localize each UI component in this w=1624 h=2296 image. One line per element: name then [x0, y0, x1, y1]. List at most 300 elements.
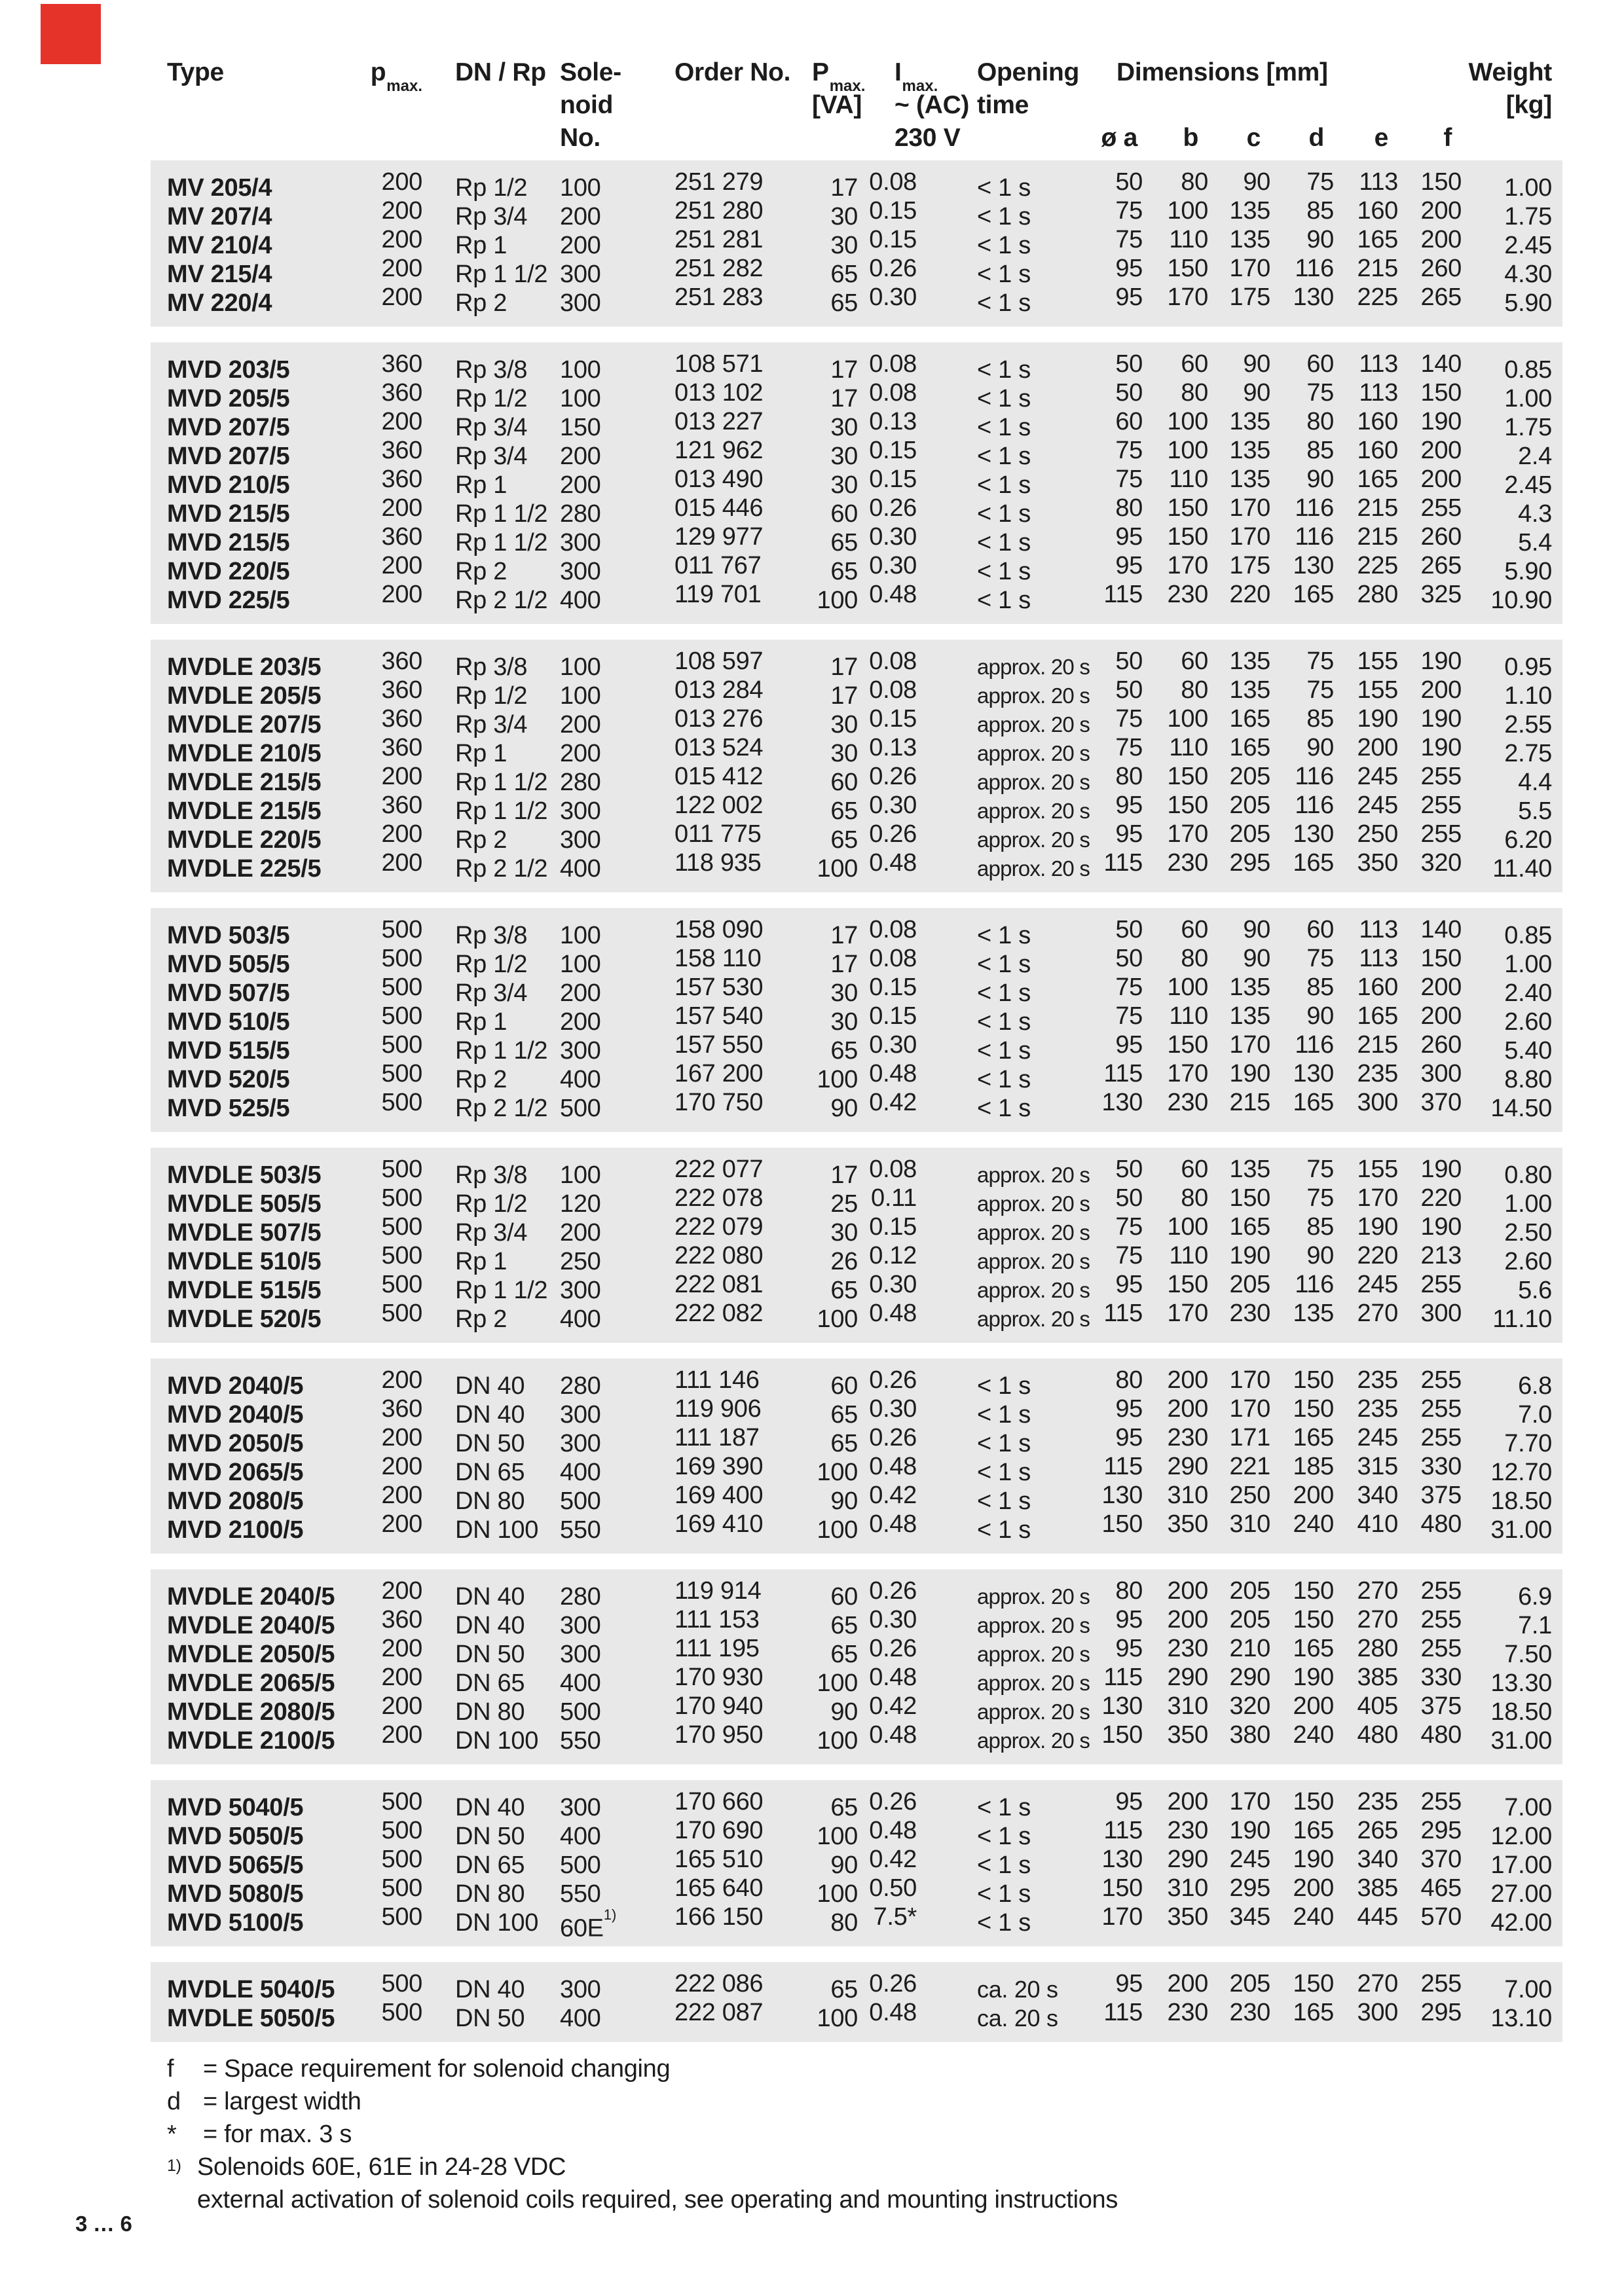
cell-solenoid: 550	[560, 1727, 601, 1755]
cell-dim-a: 130	[1101, 1692, 1143, 1720]
cell-p-va: 60	[830, 1372, 858, 1400]
cell-solenoid: 400	[560, 587, 601, 614]
cell-dim-a: 95	[1115, 283, 1143, 311]
cell-weight: 10.90	[1490, 587, 1552, 614]
cell-dim-a: 130	[1101, 1482, 1143, 1509]
cell-i-max: 0.42	[869, 1846, 917, 1873]
cell-order-no: 158 110	[674, 945, 762, 972]
cell-opening-time: < 1 s	[977, 951, 1031, 978]
cell-weight: 0.85	[1504, 922, 1552, 949]
cell-p-va: 100	[817, 1669, 858, 1697]
cell-dn-rp: Rp 1/2	[455, 385, 528, 412]
cell-pmax: 200	[381, 1453, 422, 1480]
cell-opening-time: approx. 20 s	[977, 1613, 1090, 1637]
cell-weight: 18.50	[1490, 1698, 1552, 1726]
cell-weight: 1.00	[1504, 385, 1552, 412]
cell-weight: 17.00	[1490, 1851, 1552, 1879]
cell-weight: 12.00	[1490, 1823, 1552, 1850]
cell-solenoid: 300	[560, 1277, 601, 1304]
cell-dim-d: 75	[1306, 647, 1334, 675]
cell-order-no: 013 524	[674, 734, 764, 761]
cell-dim-d: 116	[1295, 494, 1334, 522]
cell-dn-rp: Rp 3/4	[455, 979, 528, 1007]
cell-dim-c: 170	[1229, 255, 1270, 282]
cell-dn-rp: Rp 1/2	[455, 951, 528, 978]
cell-opening-time: < 1 s	[977, 232, 1031, 259]
cell-dn-rp: Rp 2	[455, 289, 507, 317]
cell-dim-a: 80	[1115, 1577, 1143, 1605]
cell-i-max: 0.13	[869, 408, 917, 435]
cell-i-max: 0.08	[869, 168, 917, 196]
cell-order-no: 170 930	[674, 1664, 764, 1691]
cell-dim-d: 80	[1306, 408, 1334, 435]
cell-opening-time: approx. 20 s	[977, 1192, 1090, 1216]
cell-dn-rp: Rp 1 1/2	[455, 1277, 548, 1304]
cell-dim-d: 85	[1306, 974, 1334, 1001]
table-row	[167, 1999, 1552, 2033]
cell-dim-c: 215	[1229, 1089, 1270, 1116]
cell-dim-d: 240	[1293, 1510, 1334, 1538]
cell-i-max: 0.48	[869, 1453, 917, 1480]
column-header-opening-time: time	[977, 91, 1029, 119]
cell-i-max: 0.08	[869, 945, 917, 972]
cell-dim-e: 165	[1357, 226, 1398, 253]
cell-opening-time: < 1 s	[977, 443, 1031, 470]
cell-dim-c: 135	[1229, 408, 1270, 435]
cell-dim-b: 110	[1169, 1002, 1208, 1030]
cell-dim-f: 370	[1420, 1846, 1462, 1873]
cell-dim-f: 330	[1420, 1664, 1462, 1691]
cell-weight: 13.10	[1490, 2005, 1552, 2032]
cell-i-max: 0.48	[869, 1817, 917, 1844]
cell-dim-a: 95	[1115, 1271, 1143, 1298]
cell-solenoid: 400	[560, 1669, 601, 1697]
cell-solenoid: 300	[560, 1976, 601, 2003]
cell-p-va: 30	[830, 740, 858, 767]
cell-dim-f: 140	[1420, 350, 1462, 378]
cell-i-max: 0.26	[869, 494, 917, 522]
cell-order-no: 111 187	[674, 1424, 760, 1451]
table-row	[167, 1510, 1552, 1544]
cell-dim-d: 150	[1293, 1395, 1334, 1423]
cell-order-no: 222 079	[674, 1213, 764, 1241]
cell-dim-b: 230	[1167, 1089, 1208, 1116]
column-header-dn-rp: DN / Rp	[455, 58, 546, 86]
cell-dim-a: 95	[1115, 1395, 1143, 1423]
cell-type: MVD 507/5	[167, 979, 290, 1007]
cell-dim-d: 116	[1295, 792, 1334, 819]
cell-order-no: 169 410	[674, 1510, 764, 1538]
cell-solenoid: 100	[560, 356, 601, 384]
cell-dim-b: 150	[1167, 255, 1208, 282]
cell-type: MVD 503/5	[167, 922, 290, 949]
cell-dim-f: 200	[1420, 226, 1462, 253]
cell-order-no: 013 284	[674, 676, 764, 704]
cell-dn-rp: Rp 1/2	[455, 1190, 528, 1218]
cell-dim-b: 60	[1181, 916, 1208, 943]
cell-opening-time: approx. 20 s	[977, 1642, 1090, 1666]
cell-dn-rp: Rp 2 1/2	[455, 1095, 548, 1122]
cell-dn-rp: Rp 1/2	[455, 174, 528, 202]
cell-pmax: 360	[381, 647, 422, 675]
table-group	[151, 1780, 1562, 1946]
cell-dim-c: 205	[1229, 820, 1270, 848]
cell-dim-a: 115	[1103, 581, 1143, 608]
cell-i-max: 0.42	[869, 1692, 917, 1720]
cell-dn-rp: Rp 1 1/2	[455, 261, 548, 288]
cell-dim-b: 200	[1167, 1788, 1208, 1815]
cell-weight: 6.8	[1518, 1372, 1552, 1400]
cell-dn-rp: DN 80	[455, 1698, 525, 1726]
cell-pmax: 200	[381, 1692, 422, 1720]
cell-opening-time: approx. 20 s	[977, 1307, 1090, 1331]
cell-solenoid: 500	[560, 1698, 601, 1726]
cell-weight: 7.00	[1504, 1976, 1552, 2003]
cell-i-max: 0.30	[869, 1271, 917, 1298]
cell-dim-f: 213	[1420, 1242, 1462, 1269]
cell-dim-e: 155	[1357, 676, 1398, 704]
cell-type: MVDLE 2050/5	[167, 1641, 335, 1668]
cell-pmax: 200	[381, 226, 422, 253]
cell-type: MVDLE 2040/5	[167, 1612, 335, 1639]
cell-pmax: 360	[381, 1395, 422, 1423]
cell-dim-b: 80	[1181, 168, 1208, 196]
cell-dim-c: 221	[1229, 1453, 1270, 1480]
cell-opening-time: < 1 s	[977, 529, 1031, 556]
cell-p-va: 100	[817, 1823, 858, 1850]
cell-dn-rp: Rp 1	[455, 232, 507, 259]
cell-opening-time: approx. 20 s	[977, 1700, 1090, 1724]
cell-solenoid: 100	[560, 174, 601, 202]
cell-opening-time: < 1 s	[977, 500, 1031, 528]
cell-i-max: 0.15	[869, 465, 917, 493]
cell-dim-d: 116	[1295, 255, 1334, 282]
cell-pmax: 500	[381, 1846, 422, 1873]
cell-type: MVDLE 210/5	[167, 740, 322, 767]
cell-dim-d: 135	[1293, 1300, 1334, 1327]
cell-pmax: 500	[381, 916, 422, 943]
cell-dim-a: 75	[1115, 197, 1143, 225]
cell-dim-b: 290	[1167, 1453, 1208, 1480]
cell-i-max: 0.48	[869, 1300, 917, 1327]
cell-i-max: 0.15	[869, 705, 917, 733]
cell-opening-time: < 1 s	[977, 385, 1031, 412]
table-group	[151, 1569, 1562, 1764]
column-header-pva-unit: [VA]	[812, 91, 862, 119]
cell-dim-e: 300	[1357, 1089, 1398, 1116]
cell-solenoid: 300	[560, 1037, 601, 1065]
cell-weight: 6.9	[1518, 1583, 1552, 1611]
cell-opening-time: < 1 s	[977, 1372, 1031, 1400]
cell-dim-f: 150	[1420, 379, 1462, 407]
cell-solenoid: 100	[560, 653, 601, 681]
cell-dim-b: 350	[1167, 1721, 1208, 1749]
cell-dim-e: 165	[1357, 1002, 1398, 1030]
cell-weight: 1.00	[1504, 951, 1552, 978]
cell-type: MVD 5065/5	[167, 1851, 304, 1879]
cell-dim-e: 235	[1357, 1395, 1398, 1423]
cell-dim-b: 60	[1181, 350, 1208, 378]
cell-dim-e: 215	[1357, 494, 1398, 522]
footnote-text: external activation of solenoid coils required, see operating and mounting instructions	[197, 2186, 1118, 2214]
cell-type: MVD 210/5	[167, 471, 290, 499]
cell-i-max: 0.48	[869, 849, 917, 877]
cell-dim-a: 50	[1115, 379, 1143, 407]
cell-dim-c: 205	[1229, 1271, 1270, 1298]
cell-type: MVD 215/5	[167, 500, 290, 528]
cell-weight: 1.75	[1504, 203, 1552, 230]
cell-solenoid: 100	[560, 922, 601, 949]
cell-p-va: 30	[830, 1008, 858, 1036]
cell-pmax: 200	[381, 1577, 422, 1605]
cell-weight: 2.45	[1504, 232, 1552, 259]
cell-dim-d: 116	[1295, 1271, 1334, 1298]
cell-opening-time: < 1 s	[977, 1487, 1031, 1515]
cell-order-no: 166 150	[674, 1903, 764, 1931]
cell-solenoid: 400	[560, 1305, 601, 1333]
cell-dim-d: 85	[1306, 1213, 1334, 1241]
cell-dim-e: 270	[1357, 1577, 1398, 1605]
cell-pmax: 200	[381, 197, 422, 225]
cell-weight: 4.3	[1518, 500, 1552, 528]
table-group	[151, 908, 1562, 1132]
cell-i-max: 0.42	[869, 1089, 917, 1116]
cell-i-max: 0.26	[869, 255, 917, 282]
cell-dn-rp: DN 40	[455, 1612, 525, 1639]
cell-pmax: 200	[381, 494, 422, 522]
cell-solenoid: 100	[560, 385, 601, 412]
cell-dim-f: 190	[1420, 705, 1462, 733]
cell-dim-b: 110	[1169, 1242, 1208, 1269]
cell-p-va: 17	[830, 385, 858, 412]
cell-p-va: 30	[830, 979, 858, 1007]
cell-dim-a: 50	[1115, 676, 1143, 704]
cell-solenoid: 550	[560, 1880, 601, 1908]
cell-pmax: 200	[381, 1664, 422, 1691]
cell-solenoid: 400	[560, 2005, 601, 2032]
cell-p-va: 17	[830, 174, 858, 202]
cell-dim-f: 200	[1420, 1002, 1462, 1030]
cell-pmax: 500	[381, 1788, 422, 1815]
cell-i-max: 0.08	[869, 350, 917, 378]
cell-dim-c: 90	[1243, 945, 1270, 972]
cell-opening-time: < 1 s	[977, 1794, 1031, 1821]
column-header-imax-ac: ~ (AC)	[895, 91, 970, 119]
cell-type: MVDLE 203/5	[167, 653, 322, 681]
cell-dim-a: 60	[1115, 408, 1143, 435]
cell-p-va: 100	[817, 855, 858, 883]
cell-pmax: 200	[381, 1510, 422, 1538]
table-group	[151, 160, 1562, 327]
cell-dim-c: 135	[1229, 437, 1270, 464]
column-header-type: Type	[167, 58, 224, 86]
cell-dim-d: 90	[1306, 465, 1334, 493]
cell-solenoid: 500	[560, 1487, 601, 1515]
cell-dim-c: 245	[1229, 1846, 1270, 1873]
cell-dim-b: 100	[1167, 1213, 1208, 1241]
cell-p-va: 60	[830, 500, 858, 528]
cell-solenoid: 550	[560, 1516, 601, 1544]
cell-pmax: 500	[381, 1300, 422, 1327]
cell-type: MVD 525/5	[167, 1095, 290, 1122]
cell-p-va: 30	[830, 1219, 858, 1247]
cell-order-no: 111 153	[674, 1606, 760, 1633]
cell-solenoid: 300	[560, 1794, 601, 1821]
cell-p-va: 17	[830, 922, 858, 949]
cell-dim-b: 200	[1167, 1606, 1208, 1633]
column-header-dimensions: Dimensions [mm]	[1116, 58, 1328, 86]
cell-dim-b: 170	[1167, 1300, 1208, 1327]
cell-opening-time: approx. 20 s	[977, 856, 1090, 881]
cell-dim-c: 290	[1229, 1664, 1270, 1691]
cell-p-va: 65	[830, 289, 858, 317]
cell-solenoid: 200	[560, 1219, 601, 1247]
cell-solenoid: 200	[560, 232, 601, 259]
cell-i-max: 0.26	[869, 820, 917, 848]
cell-dim-c: 170	[1229, 1788, 1270, 1815]
cell-dim-d: 165	[1293, 1999, 1334, 2026]
cell-order-no: 222 077	[674, 1156, 764, 1183]
cell-dim-c: 135	[1229, 1002, 1270, 1030]
cell-dn-rp: DN 50	[455, 1641, 525, 1668]
cell-dn-rp: Rp 2	[455, 558, 507, 585]
cell-dim-c: 210	[1229, 1635, 1270, 1662]
cell-dim-d: 150	[1293, 1577, 1334, 1605]
column-header-solenoid-line1: Sole-	[560, 58, 621, 86]
cell-dim-a: 50	[1115, 1184, 1143, 1212]
cell-dim-c: 345	[1229, 1903, 1270, 1931]
cell-dn-rp: Rp 2	[455, 826, 507, 854]
cell-dim-e: 160	[1357, 197, 1398, 225]
cell-dn-rp: Rp 3/4	[455, 414, 528, 441]
cell-dim-e: 245	[1357, 1424, 1398, 1451]
cell-type: MVDLE 207/5	[167, 711, 322, 738]
cell-order-no: 158 090	[674, 916, 764, 943]
cell-dim-c: 190	[1229, 1817, 1270, 1844]
cell-dim-e: 270	[1357, 1300, 1398, 1327]
cell-dn-rp: DN 50	[455, 2005, 525, 2032]
cell-dim-d: 130	[1293, 820, 1334, 848]
footnote-line	[167, 2151, 1118, 2183]
cell-pmax: 500	[381, 974, 422, 1001]
cell-pmax: 500	[381, 1970, 422, 1997]
cell-dim-a: 75	[1115, 1002, 1143, 1030]
column-header-order-no: Order No.	[674, 58, 791, 86]
cell-pmax: 500	[381, 1903, 422, 1931]
cell-dim-b: 80	[1181, 1184, 1208, 1212]
cell-solenoid: 300	[560, 797, 601, 825]
cell-dim-b: 150	[1167, 792, 1208, 819]
cell-dim-d: 150	[1293, 1606, 1334, 1633]
cell-dim-d: 190	[1293, 1846, 1334, 1873]
cell-dim-c: 90	[1243, 916, 1270, 943]
footnote-line	[167, 2052, 1118, 2085]
cell-dn-rp: DN 100	[455, 1516, 539, 1544]
table-row	[167, 1903, 1552, 1942]
cell-solenoid: 200	[560, 443, 601, 470]
cell-order-no: 157 530	[674, 974, 764, 1001]
cell-dn-rp: Rp 1	[455, 1248, 507, 1275]
cell-dim-c: 165	[1229, 734, 1270, 761]
cell-dim-c: 170	[1229, 1395, 1270, 1423]
cell-dim-a: 115	[1103, 1817, 1143, 1844]
cell-dim-c: 135	[1229, 647, 1270, 675]
footnote-line	[167, 2118, 1118, 2151]
column-header-dim-a: ø a	[1101, 124, 1137, 152]
cell-dn-rp: DN 80	[455, 1880, 525, 1908]
cell-order-no: 251 279	[674, 168, 764, 196]
cell-dim-c: 205	[1229, 763, 1270, 790]
cell-dim-e: 160	[1357, 974, 1398, 1001]
cell-order-no: 169 400	[674, 1482, 764, 1509]
cell-weight: 8.80	[1504, 1066, 1552, 1093]
cell-opening-time: approx. 20 s	[977, 655, 1090, 679]
cell-i-max: 0.15	[869, 1213, 917, 1241]
column-header-weight: Weight	[1468, 58, 1552, 86]
cell-p-va: 17	[830, 356, 858, 384]
cell-weight: 0.85	[1504, 356, 1552, 384]
cell-weight: 11.10	[1492, 1305, 1552, 1333]
cell-dim-c: 190	[1229, 1060, 1270, 1087]
cell-dim-e: 315	[1357, 1453, 1398, 1480]
cell-dim-c: 175	[1229, 283, 1270, 311]
cell-type: MV 207/4	[167, 203, 272, 230]
cell-order-no: 108 571	[674, 350, 764, 378]
cell-opening-time: < 1 s	[977, 1459, 1031, 1486]
cell-p-va: 17	[830, 1161, 858, 1189]
cell-dim-d: 90	[1306, 734, 1334, 761]
cell-opening-time: < 1 s	[977, 587, 1031, 614]
cell-dim-b: 100	[1167, 974, 1208, 1001]
cell-weight: 7.1	[1518, 1612, 1552, 1639]
cell-dim-c: 170	[1229, 494, 1270, 522]
cell-dim-d: 130	[1293, 1060, 1334, 1087]
cell-type: MVD 203/5	[167, 356, 290, 384]
cell-dim-b: 110	[1169, 226, 1208, 253]
cell-dim-e: 160	[1357, 437, 1398, 464]
column-header-dim-e: e	[1374, 124, 1388, 152]
cell-i-max: 0.26	[869, 1788, 917, 1815]
cell-dim-a: 50	[1115, 1156, 1143, 1183]
cell-p-va: 100	[817, 1305, 858, 1333]
table-group	[151, 342, 1562, 624]
cell-type: MV 205/4	[167, 174, 272, 202]
cell-solenoid: 500	[560, 1095, 601, 1122]
cell-dim-f: 200	[1420, 676, 1462, 704]
cell-dim-c: 250	[1229, 1482, 1270, 1509]
cell-dim-d: 165	[1293, 1424, 1334, 1451]
cell-dn-rp: Rp 1	[455, 740, 507, 767]
cell-i-max: 0.08	[869, 647, 917, 675]
cell-weight: 5.40	[1504, 1037, 1552, 1065]
cell-dim-f: 255	[1420, 1970, 1462, 1997]
cell-pmax: 200	[381, 1366, 422, 1394]
cell-dim-e: 113	[1359, 916, 1398, 943]
cell-dim-c: 135	[1229, 974, 1270, 1001]
cell-weight: 0.80	[1504, 1161, 1552, 1189]
cell-weight: 13.30	[1490, 1669, 1552, 1697]
cell-dim-f: 260	[1420, 1031, 1462, 1059]
cell-dim-e: 245	[1357, 792, 1398, 819]
cell-opening-time: < 1 s	[977, 979, 1031, 1007]
cell-weight: 4.4	[1518, 769, 1552, 796]
cell-dim-f: 320	[1420, 849, 1462, 877]
column-header-imax: $I_{max.}$	[895, 58, 938, 95]
cell-weight: 42.00	[1490, 1909, 1552, 1937]
cell-order-no: 119 701	[674, 581, 762, 608]
cell-dim-d: 60	[1306, 916, 1334, 943]
cell-p-va: 90	[830, 1851, 858, 1879]
